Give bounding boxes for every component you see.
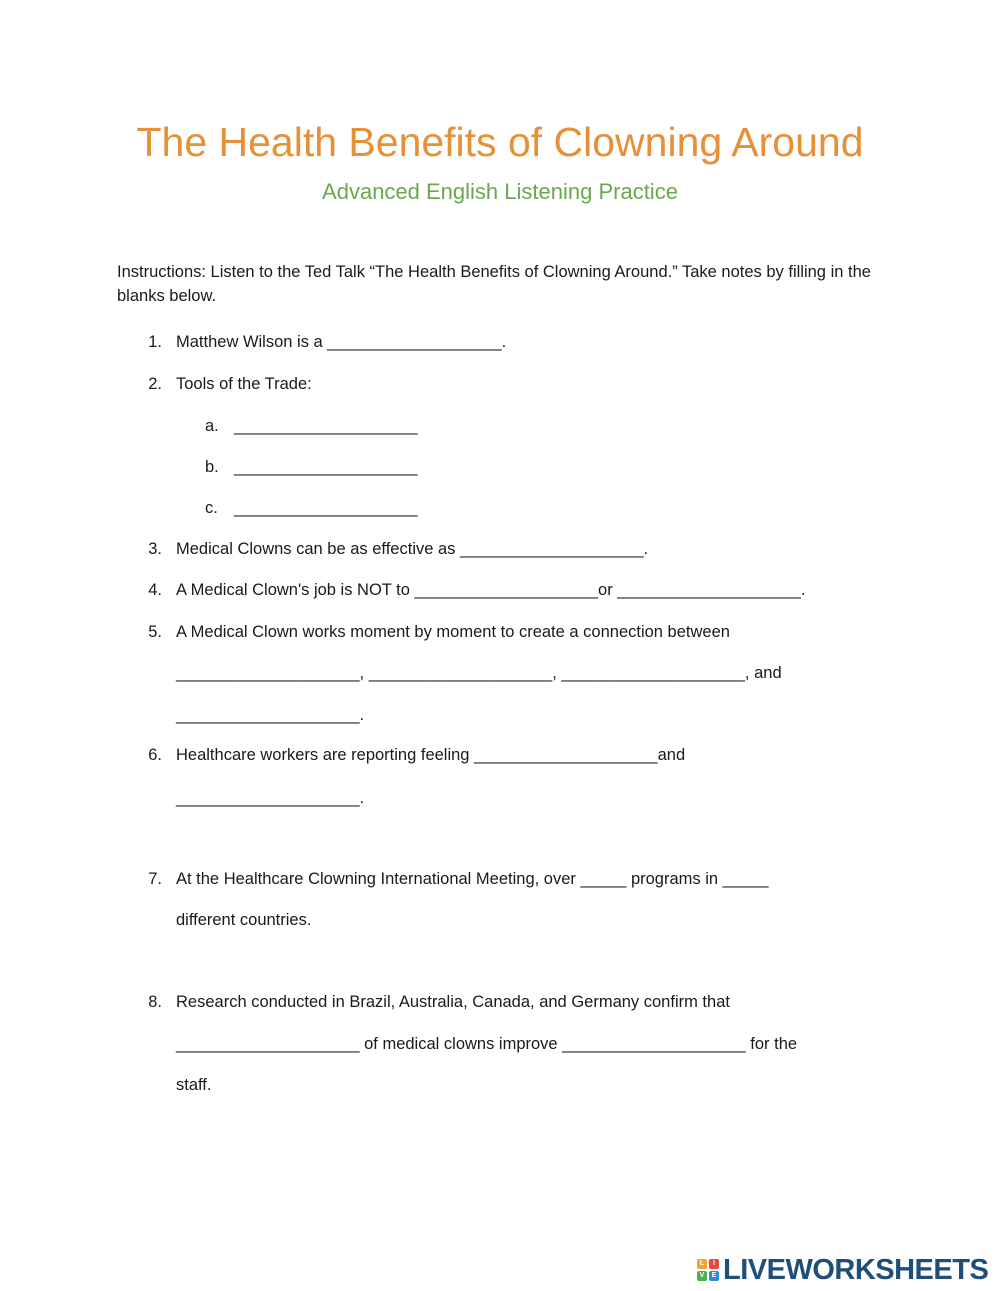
question-5-line-3: ____________________.: [176, 706, 365, 724]
logo-tile: I: [709, 1259, 719, 1269]
question-8-line-1: Research conducted in Brazil, Australia, Canada, and Germany confirm that: [176, 993, 730, 1011]
question-5-line-2: ____________________, ____________________, ____________________, and: [176, 664, 782, 682]
question-number: 2.: [148, 375, 162, 393]
question-7-line-1: At the Healthcare Clowning International Meeting, over _____ programs in _____: [176, 870, 769, 888]
brand-name: LIVEWORKSHEETS: [723, 1253, 989, 1286]
question-2-text: Tools of the Trade:: [176, 375, 312, 393]
worksheet-subtitle: Advanced English Listening Practice: [322, 179, 678, 204]
question-number: 8.: [148, 993, 162, 1011]
instructions-text: Instructions: Listen to the Ted Talk “The Health Benefits of Clowning Around.” Take notes by filling in the blanks below.: [117, 263, 871, 305]
question-number: 5.: [148, 623, 162, 641]
logo-tile: E: [709, 1271, 719, 1281]
worksheet-title: The Health Benefits of Clowning Around: [136, 119, 864, 165]
question-8-line-3: staff.: [176, 1076, 212, 1094]
logo-tile: L: [697, 1259, 707, 1269]
question-number: 6.: [148, 746, 162, 764]
question-6-line-1: Healthcare workers are reporting feeling ____________________and: [176, 746, 686, 764]
question-number: 1.: [148, 333, 162, 351]
question-number: 3.: [148, 540, 162, 558]
question-1-text: Matthew Wilson is a ___________________.: [176, 333, 507, 351]
question-4-text: A Medical Clown's job is NOT to ____________________or ____________________.: [176, 581, 806, 599]
answer-blank-2c[interactable]: ____________________: [234, 499, 418, 517]
question-3-text: Medical Clowns can be as effective as ____________________.: [176, 540, 649, 558]
sub-item-label: b.: [205, 458, 219, 476]
liveworksheets-logo[interactable]: [697, 1253, 988, 1287]
sub-item-label: a.: [205, 417, 219, 435]
question-8-line-2: ____________________ of medical clowns improve ____________________ for the: [176, 1035, 798, 1053]
question-number: 4.: [148, 581, 162, 599]
answer-blank-2b[interactable]: ____________________: [234, 458, 418, 476]
question-number: 7.: [148, 870, 162, 888]
question-5-line-1: A Medical Clown works moment by moment to create a connection between: [176, 623, 730, 641]
answer-blank-2a[interactable]: ____________________: [234, 417, 418, 435]
sub-item-label: c.: [205, 499, 218, 517]
logo-mark-icon: [697, 1259, 719, 1281]
question-6-line-2: ____________________.: [176, 789, 365, 807]
logo-tile: V: [697, 1271, 707, 1281]
question-7-line-2: different countries.: [176, 911, 312, 929]
